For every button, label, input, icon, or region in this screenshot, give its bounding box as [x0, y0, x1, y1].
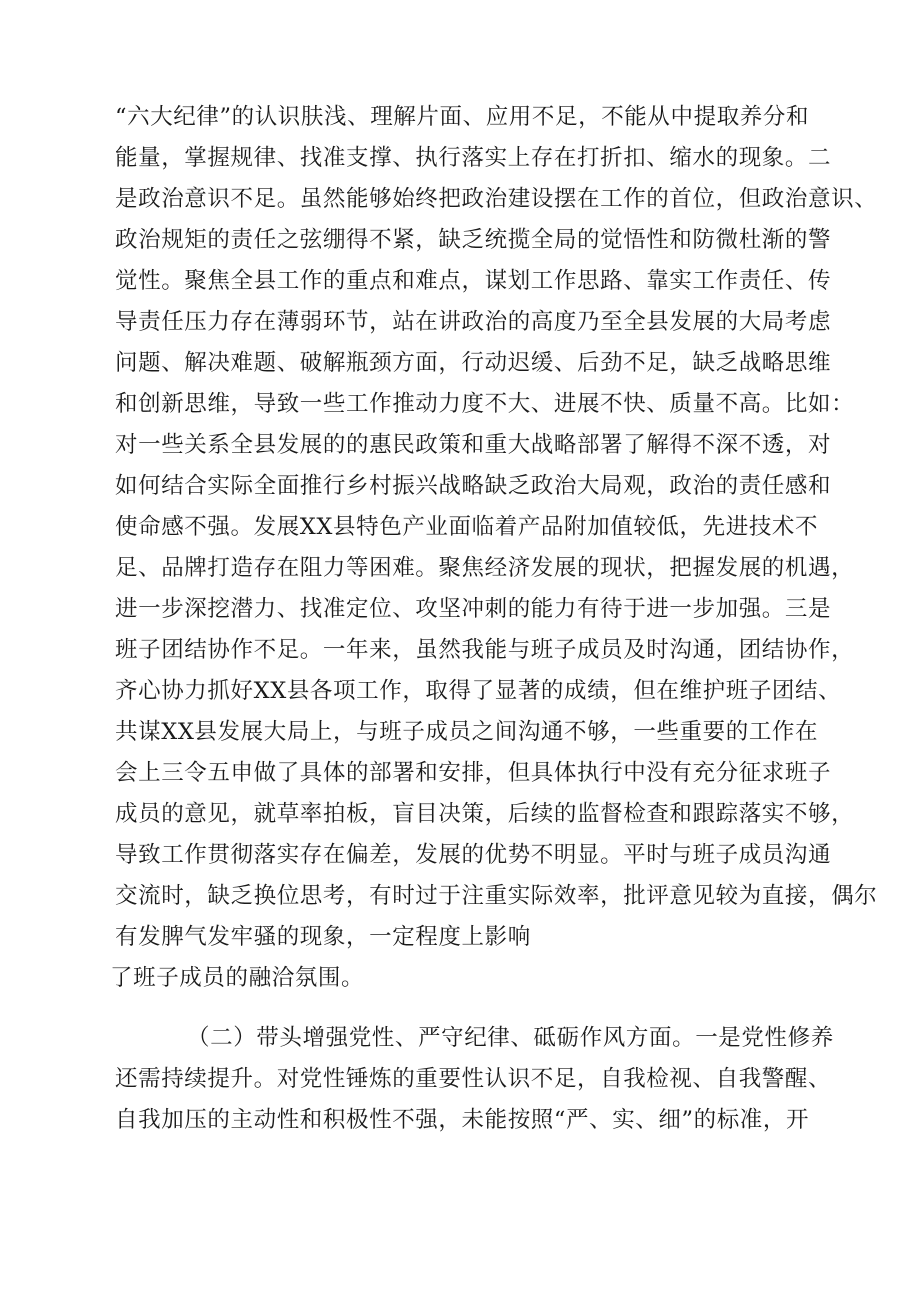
text-line: 觉性。聚焦全县工作的重点和难点，谋划工作思路、靠实工作责任、传 [115, 268, 832, 294]
text-line: 交流时，缺乏换位思考，有时过于注重实际效率，批评意见较为直接，偶尔 [115, 883, 878, 909]
text-line: 共谋XX县发展大局上，与班子成员之间沟通不够，一些重要的工作在 [115, 719, 819, 745]
text-line: 使命感不强。发展XX县特色产业面临着产品附加值较低，先进技术不 [115, 514, 819, 540]
text-line: 是政治意识不足。虽然能够始终把政治建设摆在工作的首位，但政治意识、 [115, 186, 878, 212]
text-line: 成员的意见，就草率拍板，盲目决策，后续的监督检查和跟踪落实不够， [115, 801, 855, 827]
text-line: 和创新思维，导致一些工作推动力度不大、进展不快、质量不高。比如： [115, 391, 855, 417]
text-line: 会上三令五申做了具体的部署和安排，但具体执行中没有充分征求班子 [115, 760, 832, 786]
text-line: 了班子成员的融洽氛围。 [110, 965, 365, 991]
text-line: 导致工作贯彻落实存在偏差，发展的优势不明显。平时与班子成员沟通 [115, 842, 832, 868]
text-line: 如何结合实际全面推行乡村振兴战略缺乏政治大局观，政治的责任感和 [115, 473, 832, 499]
text-line: “六大纪律”的认识肤浅、理解片面、应用不足，不能从中提取养分和 [115, 104, 810, 130]
text-line: 能量，掌握规律、找准支撑、执行落实上存在打折扣、缩水的现象。二 [115, 145, 832, 171]
text-line: 有发脾气发牢骚的现象，一定程度上影响 [115, 924, 531, 950]
text-line: 班子团结协作不足。一年来，虽然我能与班子成员及时沟通，团结协作， [115, 637, 855, 663]
text-line: 问题、解决难题、破解瓶颈方面，行动迟缓、后劲不足，缺乏战略思维 [115, 350, 832, 376]
text-line: 政治规矩的责任之弦绷得不紧，缺乏统揽全局的觉悟性和防微杜渐的警 [115, 227, 832, 253]
text-line: 自我加压的主动性和积极性不强，未能按照“严、实、细”的标准，开 [115, 1107, 810, 1133]
section-heading-line: （二）带头增强党性、严守纪律、砥砺作风方面。一是党性修养 [187, 1025, 834, 1051]
text-line: 齐心协力抓好XX县各项工作，取得了显著的成绩，但在维护班子团结、 [115, 678, 842, 704]
text-line: 进一步深挖潜力、找准定位、攻坚冲刺的能力有待于进一步加强。三是 [115, 596, 832, 622]
text-line: 对一些关系全县发展的的惠民政策和重大战略部署了解得不深不透，对 [115, 432, 832, 458]
text-line: 足、品牌打造存在阻力等困难。聚焦经济发展的现状，把握发展的机遇， [115, 555, 855, 581]
text-line: 导责任压力存在薄弱环节，站在讲政治的高度乃至全县发展的大局考虑 [115, 309, 832, 335]
text-line: 还需持续提升。对党性锤炼的重要性认识不足，自我检视、自我警醒、 [115, 1066, 832, 1092]
